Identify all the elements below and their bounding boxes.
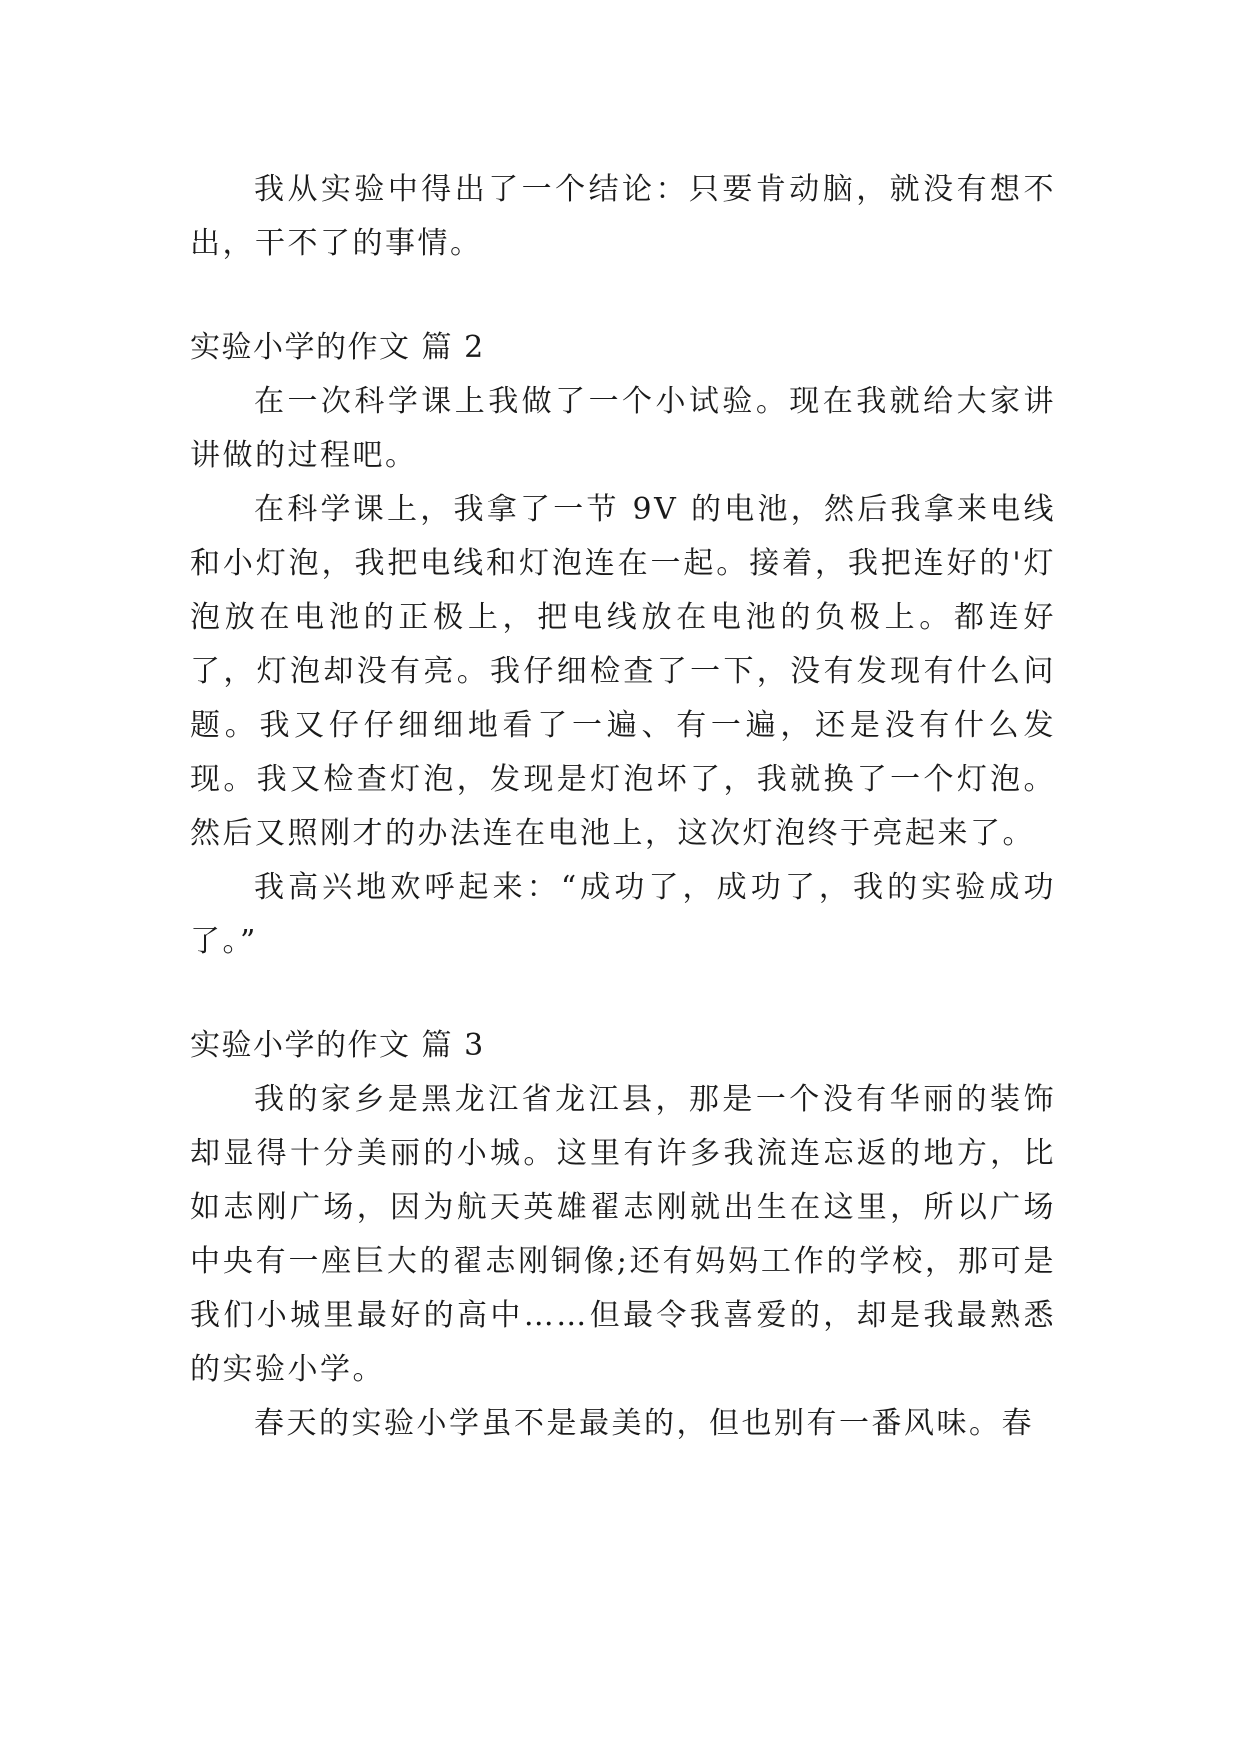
paragraph-intro: 在一次科学课上我做了一个小试验。现在我就给大家讲讲做的过程吧。 xyxy=(190,384,1056,473)
section-heading-3: 实验小学的作文 篇 3 xyxy=(190,1028,485,1063)
paragraph-conclusion: 我从实验中得出了一个结论：只要肯动脑，就没有想不出，干不了的事情。 xyxy=(190,172,1056,261)
section-heading-2: 实验小学的作文 篇 2 xyxy=(190,330,485,365)
paragraph-hometown: 我的家乡是黑龙江省龙江县，那是一个没有华丽的装饰却显得十分美丽的小城。这里有许多我流连忘返的地方，比如志刚广场，因为航天英雄翟志刚就出生在这里，所以广场中央有一座巨大的翟志刚铜像;还有妈妈工作的学校，那可是我们小城里最好的高中……但最令我喜爱的，却是我最熟悉的实验小学。 xyxy=(190,1082,1056,1387)
paragraph-success: 我高兴地欢呼起来：“成功了，成功了，我的实验成功了。” xyxy=(190,870,1056,959)
section-spacer xyxy=(190,969,1056,1019)
paragraph-experiment: 在科学课上，我拿了一节 9V 的电池，然后我拿来电线和小灯泡，我把电线和灯泡连在一起。接着，我把连好的'灯泡放在电池的正极上，把电线放在电池的负极上。都连好了，灯泡却没有亮。我仔细检查了一下，没有发现有什么问题。我又仔仔细细地看了一遍、有一遍，还是没有什么发现。我又检查灯泡，发现是灯泡坏了，我就换了一个灯泡。然后又照刚才的办法连在电池上，这次灯泡终于亮起来了。 xyxy=(190,492,1056,851)
paragraph-spring: 春天的实验小学虽不是最美的，但也别有一番风味。春 xyxy=(254,1406,1034,1441)
section-spacer xyxy=(190,271,1056,321)
document-body xyxy=(190,163,1056,1451)
